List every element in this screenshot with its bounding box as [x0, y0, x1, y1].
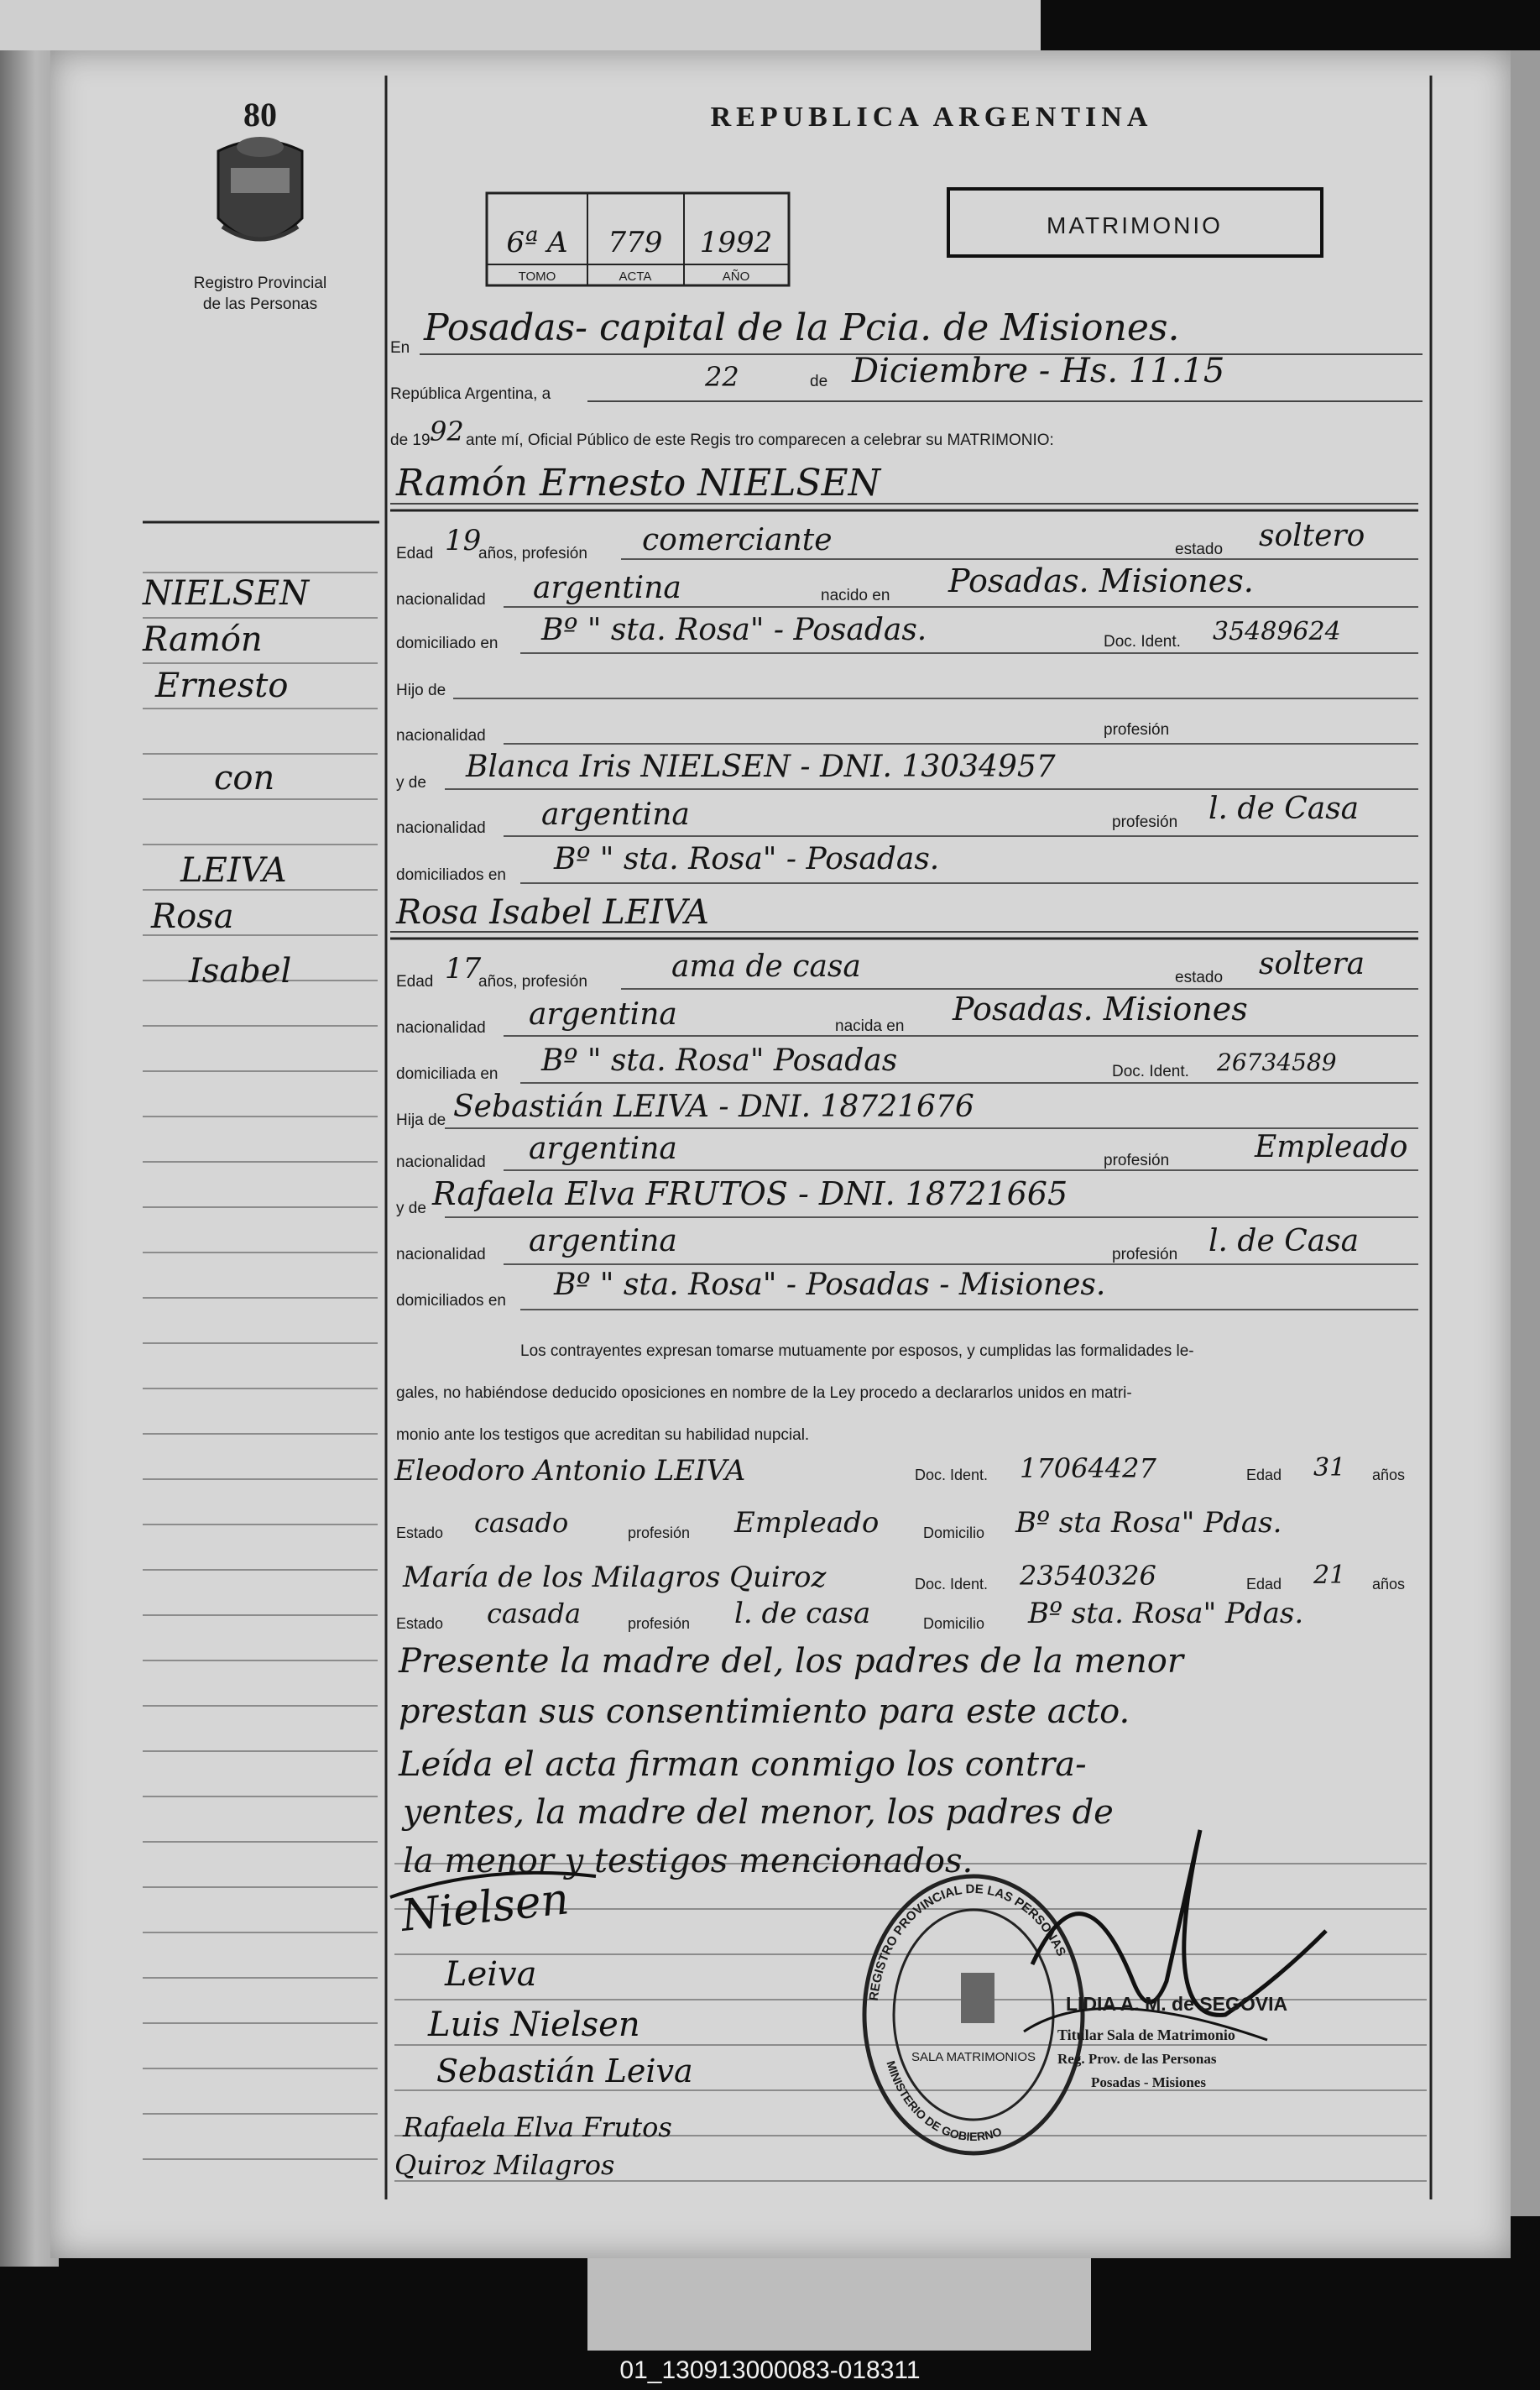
groom-madre: Blanca Iris NIELSEN - DNI. 13034957: [466, 750, 1056, 784]
groom-nacido-label: nacido en: [821, 587, 890, 604]
witness-1-prof-label: profesión: [628, 1524, 691, 1541]
witness-1-doc: 17064427: [1020, 1452, 1156, 1484]
registry-line2: de las Personas: [202, 295, 318, 313]
bride-estado-label: estado: [1175, 969, 1224, 986]
country-title: REPUBLICA ARGENTINA: [710, 102, 1153, 133]
bride-prof3-label: profesión: [1112, 1246, 1178, 1263]
bride-doc-label: Doc. Ident.: [1112, 1063, 1189, 1080]
witness-1-estado-label: Estado: [396, 1524, 444, 1541]
witness-1-dom: Bº sta Rosa" Pdas.: [1015, 1506, 1282, 1540]
doc-type-title: MATRIMONIO: [1047, 212, 1223, 238]
day-handwritten: 22: [705, 361, 739, 393]
margin-bride-name2: Isabel: [189, 952, 292, 991]
groom-estado-label: estado: [1175, 541, 1224, 558]
bride-hija-label: Hija de: [396, 1111, 446, 1129]
bride-dom-label: domiciliada en: [396, 1065, 499, 1083]
official-seal: [864, 1876, 1083, 2153]
coat-of-arms-icon: [218, 137, 302, 239]
stamp-line3: Reg. Prov. de las Personas: [1057, 2051, 1217, 2067]
witness-2-edad-label: Edad: [1246, 1576, 1282, 1592]
groom-prof-label: años, profesión: [478, 545, 587, 562]
groom-section: [396, 519, 1418, 884]
official-signature: [1032, 1830, 1326, 2015]
witness-1: [394, 1452, 1405, 1541]
groom-nac3-label: nacionalidad: [396, 819, 486, 837]
margin-bride-name1: Rosa: [151, 897, 234, 936]
seal-center-text: SALA MATRIMONIOS: [911, 2050, 1036, 2064]
acta-value: 779: [608, 226, 663, 259]
groom-domicilio: Bº " sta. Rosa" - Posadas.: [541, 613, 927, 647]
margin-groom-name2: Ernesto: [155, 667, 289, 705]
witness-1-estado: casado: [474, 1507, 569, 1539]
register-form: [50, 50, 1511, 2258]
bride-prof3: l. de Casa: [1209, 1224, 1360, 1258]
margin-groom-name1: Ramón: [143, 620, 263, 659]
bride-domicilio: Bº " sta. Rosa" Posadas: [541, 1043, 898, 1078]
groom-nacionalidad: argentina: [533, 571, 681, 605]
groom-doc: 35489624: [1213, 617, 1341, 646]
ano-label: AÑO: [722, 269, 750, 284]
groom-prof3: l. de Casa: [1209, 792, 1360, 826]
place-handwritten: Posadas- capital de la Pcia. de Misiones.: [424, 306, 1180, 349]
witness-2-dom-label: Domicilio: [923, 1615, 985, 1632]
witness-2-prof-label: profesión: [628, 1615, 691, 1632]
stamp-line1: LIDIA A. M. de SEGOVIA: [1066, 1993, 1288, 2015]
signature-2: Leiva: [445, 1955, 537, 1994]
ante-text: ante mí, Oficial Público de este Regis tro comparecen a celebrar su MATRIMONIO:: [466, 431, 1054, 449]
groom-edad-label: Edad: [396, 545, 434, 562]
witness-1-edad: 31: [1313, 1453, 1346, 1483]
signature-5: Rafaela Elva Frutos: [403, 2111, 672, 2143]
witness-2-doc-label: Doc. Ident.: [915, 1576, 989, 1592]
witness-2-estado: casada: [487, 1598, 582, 1629]
underlying-page: [0, 0, 1041, 50]
year-suffix: 92: [430, 416, 464, 447]
note-line-5: la menor y testigos mencionados.: [403, 1842, 974, 1880]
witness-2-prof: l. de casa: [734, 1597, 871, 1630]
groom-nacido: Posadas. Misiones.: [948, 562, 1254, 599]
note-line-2: prestan sus consentimiento para este acto.: [399, 1692, 1130, 1731]
note-line-1: Presente la madre del, los padres de la menor: [399, 1642, 1183, 1681]
bride-doms: Bº " sta. Rosa" - Posadas - Misiones.: [554, 1268, 1106, 1302]
witness-1-dom-label: Domicilio: [923, 1524, 985, 1541]
handwritten-notes: [398, 1642, 1186, 1880]
seal-bottom-text: MINISTERIO DE GOBIERNO: [884, 2058, 1004, 2144]
witness-1-prof: Empleado: [734, 1506, 880, 1540]
stamp-line4: Posadas - Misiones: [1091, 2074, 1206, 2090]
bride-nacida-label: nacida en: [835, 1017, 905, 1035]
bride-doms-label: domiciliados en: [396, 1292, 506, 1310]
de-label: de: [810, 373, 828, 390]
witness-2-estado-label: Estado: [396, 1615, 444, 1632]
tomo-value: 6ª A: [506, 226, 568, 259]
bride-nac3: argentina: [529, 1224, 677, 1258]
witness-2-name: María de los Milagros Quiroz: [403, 1561, 827, 1594]
groom-prof2-label: profesión: [1104, 721, 1170, 739]
groom-doms-label: domiciliados en: [396, 866, 506, 884]
page-number: 80: [243, 96, 277, 133]
bride-yde-label: y de: [396, 1200, 426, 1217]
note-line-4: yentes, la madre del menor, los padres de: [403, 1793, 1114, 1832]
witness-2: [396, 1560, 1405, 1632]
witness-2-edad: 21: [1313, 1561, 1346, 1590]
margin-ruled-lines: [143, 573, 378, 2159]
bride-section: [396, 947, 1418, 1310]
witness-2-anos-label: años: [1372, 1576, 1406, 1592]
groom-full-name: Ramón Ernesto NIELSEN: [396, 462, 881, 505]
signature-1: Nielsen: [399, 1874, 572, 1942]
registry-line1: Registro Provincial: [193, 275, 327, 292]
margin-groom-surname: NIELSEN: [143, 574, 310, 613]
bride-nac2: argentina: [529, 1132, 677, 1166]
groom-profesion: comerciante: [642, 523, 833, 557]
bride-edad: 17: [445, 952, 482, 986]
declaration-line2: gales, no habiéndose deducido oposiciones en nombre de la Ley procedo a declararlos unidos en matri-: [396, 1384, 1132, 1402]
republic-label: República Argentina, a: [390, 385, 551, 403]
lower-page-fragment: [587, 2258, 1091, 2351]
groom-edad: 19: [445, 524, 482, 557]
bride-nacida: Posadas. Misiones: [953, 991, 1248, 1028]
witness-1-anos-label: años: [1372, 1467, 1406, 1483]
witness-1-edad-label: Edad: [1246, 1467, 1282, 1483]
declaration-line1: Los contrayentes expresan tomarse mutuamente por esposos, y cumplidas las formalidades le-: [520, 1342, 1194, 1360]
margin-bride-surname: LEIVA: [180, 851, 287, 890]
groom-doc-label: Doc. Ident.: [1104, 633, 1181, 651]
bride-estado: soltera: [1259, 947, 1365, 981]
groom-nac3: argentina: [541, 798, 690, 832]
signature-4: Sebastián Leiva: [436, 2053, 693, 2089]
seal-ring-text: REGISTRO PROVINCIAL DE LAS PERSONAS: [866, 1881, 1069, 2002]
bride-madre: Rafaela Elva FRUTOS - DNI. 18721665: [432, 1175, 1068, 1212]
groom-doms: Bº " sta. Rosa" - Posadas.: [554, 842, 940, 876]
groom-nac2-label: nacionalidad: [396, 727, 486, 745]
groom-hijo-label: Hijo de: [396, 682, 446, 699]
groom-dom-label: domiciliado en: [396, 635, 499, 652]
signature-3: Luis Nielsen: [428, 2006, 640, 2044]
stamp-line2: Titular Sala de Matrimonio: [1057, 2027, 1235, 2043]
bride-edad-label: Edad: [396, 973, 434, 991]
bride-nacionalidad: argentina: [529, 997, 677, 1032]
tomo-label: TOMO: [518, 269, 556, 284]
bride-doc: 26734589: [1217, 1049, 1337, 1076]
official-stamp: [1057, 1993, 1287, 2090]
image-caption: 01_130913000083-018311: [619, 2356, 921, 2384]
bride-nac3-label: nacionalidad: [396, 1246, 486, 1263]
note-line-3: Leída el acta firman conmigo los contra-: [399, 1745, 1087, 1784]
signatures: [390, 1873, 693, 2181]
bride-nac2-label: nacionalidad: [396, 1153, 486, 1171]
margin-connector: con: [214, 759, 275, 798]
witness-2-doc: 23540326: [1020, 1560, 1156, 1592]
bride-prof2-label: profesión: [1104, 1152, 1170, 1169]
month-time-handwritten: Diciembre - Hs. 11.15: [852, 352, 1225, 390]
groom-prof3-label: profesión: [1112, 813, 1178, 831]
ano-value: 1992: [699, 226, 773, 259]
bride-prof-label: años, profesión: [478, 973, 587, 991]
bride-padre: Sebastián LEIVA - DNI. 18721676: [453, 1090, 974, 1124]
en-label: En: [390, 339, 410, 357]
bride-prof2: Empleado: [1255, 1130, 1408, 1164]
witness-2-dom: Bº sta. Rosa" Pdas.: [1028, 1597, 1304, 1630]
acta-label: ACTA: [619, 269, 652, 284]
witness-1-doc-label: Doc. Ident.: [915, 1467, 989, 1483]
year-prefix: de 19: [390, 431, 431, 449]
declaration-line3: monio ante los testigos que acreditan su habilidad nupcial.: [396, 1426, 810, 1444]
bride-nac-label: nacionalidad: [396, 1019, 486, 1037]
signature-6: Quiroz Milagros: [394, 2149, 615, 2181]
bride-profesion: ama de casa: [671, 949, 861, 984]
register-page: [50, 50, 1511, 2258]
bride-full-name: Rosa Isabel LEIVA: [396, 893, 709, 932]
groom-estado: soltero: [1259, 519, 1365, 553]
groom-yde-label: y de: [396, 774, 426, 792]
groom-nac-label: nacionalidad: [396, 591, 486, 609]
witness-1-name: Eleodoro Antonio LEIVA: [394, 1454, 746, 1488]
